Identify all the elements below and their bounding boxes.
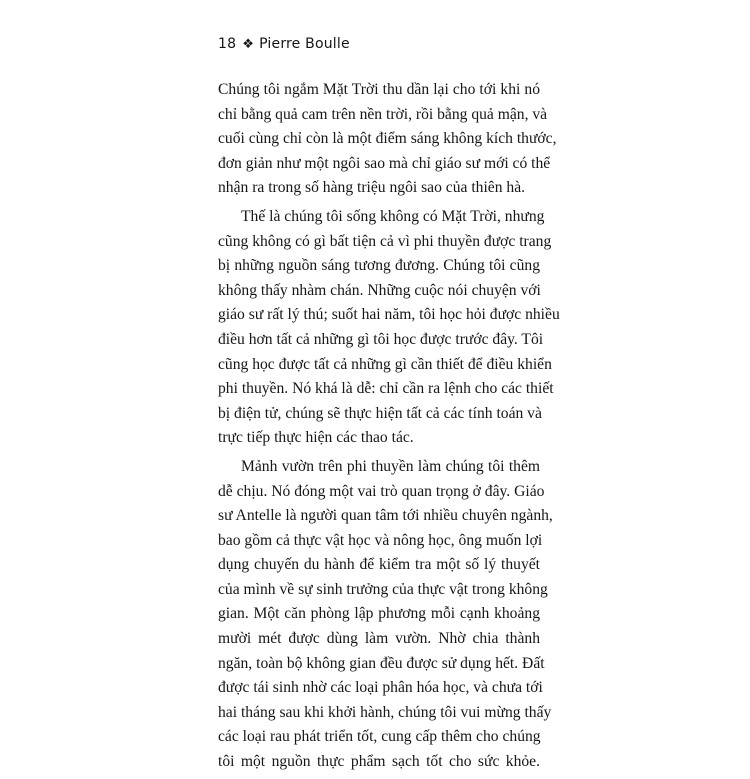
text-line: được tái sinh nhờ các loại phân hóa học, và chưa tới: [218, 679, 543, 697]
text-line: các loại rau phát triển tốt, cung cấp thêm cho chúng: [218, 728, 541, 746]
text-line: điều hơn tất cả những gì tôi học được trước đây. Tôi: [218, 330, 544, 348]
text-line: phi thuyền. Nó khá là dễ: chỉ cần ra lệnh cho các thiết: [218, 380, 554, 398]
text-line: cũng học được tất cả những gì cần thiết để điều khiển: [218, 355, 552, 373]
text-line: Thế là chúng tôi sống không có Mặt Trời, nhưng: [241, 207, 545, 225]
paragraph: [218, 455, 553, 775]
author-name: Pierre Boulle: [259, 36, 350, 52]
text-line: nhận ra trong số hàng triệu ngôi sao của thiên hà.: [218, 179, 526, 197]
text-line: dễ chịu. Nó đóng một vai trò quan trọng ở đây. Giáo: [218, 482, 545, 500]
text-line: của mình về sự sinh trưởng của thực vật trong không: [218, 580, 548, 598]
paragraph: [218, 205, 560, 451]
text-line: đơn giản như một ngôi sao mà chỉ giáo sư mới có thể: [218, 154, 551, 172]
text-line: hai tháng sau khi khởi hành, chúng tôi vui mừng thấy: [218, 703, 552, 721]
text-line: sư Antelle là người quan tâm tới nhiều chuyên ngành,: [218, 507, 553, 525]
text-line: Chúng tôi ngắm Mặt Trời thu dần lại cho tới khi nó: [218, 81, 540, 98]
text-line: chỉ bằng quả cam trên nền trời, rồi bằng quả mận, và: [218, 105, 548, 123]
text-line: tôi một nguồn thực phẩm sạch tốt cho sức khỏe.: [218, 753, 540, 771]
text-line: dụng chuyến du hành để kiểm tra một số lý thuyết: [218, 556, 540, 574]
text-line: Mảnh vườn trên phi thuyền làm chúng tôi thêm: [241, 457, 540, 475]
paragraph: [218, 78, 557, 201]
text-line: giáo sư rất lý thú; suốt hai năm, tôi học hỏi được nhiều: [218, 306, 560, 324]
text-line: không thấy nhàm chán. Những cuộc nói chuyện với: [218, 281, 541, 299]
body-text: [218, 78, 560, 779]
text-line: bị những nguồn sáng tương đương. Chúng tôi cũng: [218, 257, 540, 275]
text-line: gian. Một căn phòng lập phương mỗi cạnh khoảng: [218, 605, 540, 623]
text-line: bị điện tử, chúng sẽ thực hiện tất cả các tính toán và: [218, 404, 542, 422]
text-line: ngăn, toàn bộ không gian đều được sử dụng hết. Đất: [218, 654, 545, 672]
text-line: bao gồm cả thực vật học và nông học, ông muốn lợi: [218, 531, 543, 549]
text-line: mười mét được dùng làm vườn. Nhờ chia thành: [218, 630, 540, 648]
text-line: trực tiếp thực hiện các thao tác.: [218, 429, 414, 447]
separator-ornament-icon: ❖: [242, 36, 255, 52]
running-head: [218, 36, 350, 52]
page-number: 18: [218, 36, 237, 52]
text-line: cũng không có gì bất tiện cả vì phi thuyền được trang: [218, 232, 552, 250]
text-line: cuối cùng chỉ còn là một điểm sáng không kích thước,: [218, 130, 557, 148]
